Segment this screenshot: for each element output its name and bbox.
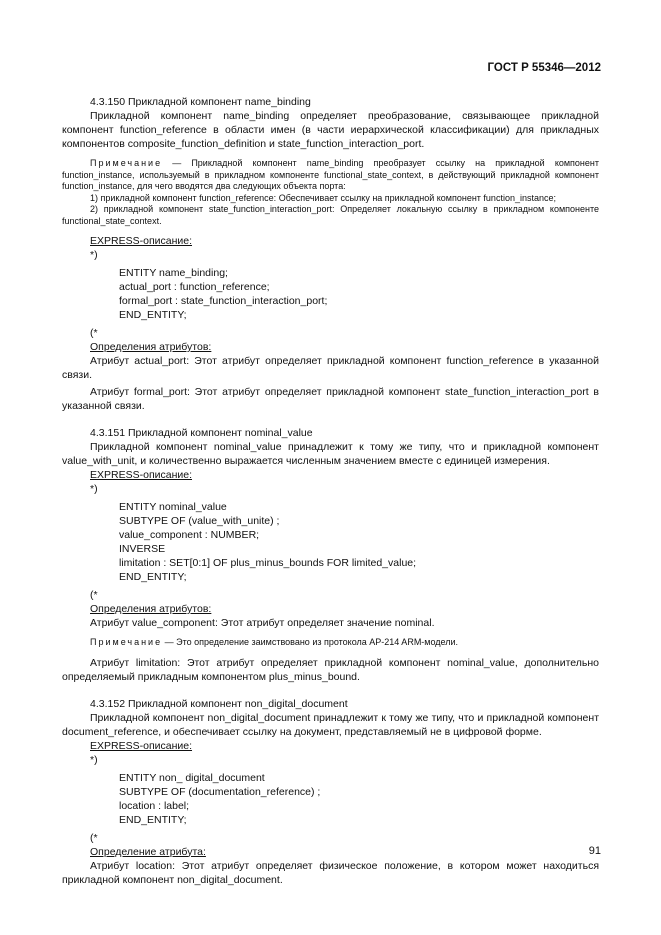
code-line: ENTITY nominal_value: [119, 501, 227, 513]
code-line: ENTITY name_binding;: [119, 267, 228, 279]
section-152-heading: 4.3.152 Прикладной компонент non_digital_document: [90, 697, 348, 710]
express-close: (*: [90, 831, 98, 844]
express-label: EXPRESS-описание:: [90, 469, 193, 481]
code-line: END_ENTITY;: [119, 813, 187, 826]
attribute-location: Атрибут location: Этот атрибут определяет физическое положение, в котором может находиться прикладной компонент non_digital_document.: [62, 859, 599, 886]
attributes-label: Определения атрибутов:: [90, 603, 212, 615]
code-line: SUBTYPE OF (documentation_reference) ;: [119, 785, 321, 798]
express-open: *): [90, 483, 98, 495]
section-150-note: [62, 158, 599, 193]
attribute-formal-port: Атрибут formal_port: Этот атрибут определяет прикладной компонент state_function_interaction_port в указанной связи.: [62, 386, 599, 412]
code-line: formal_port : state_function_interaction_port;: [119, 295, 328, 307]
code-line: actual_port : function_reference;: [119, 281, 270, 293]
section-152-body: Прикладной компонент non_digital_document принадлежит к тому же типу, что и прикладной компонент document_reference, и обеспечивает ссылку на документ, представляемый не в цифровой форме.: [62, 711, 599, 738]
code-line: ENTITY non_ digital_document: [119, 771, 265, 784]
express-close: (*: [90, 327, 98, 339]
note-text: — Это определение заимствовано из протокола AP-214 ARM-модели.: [162, 637, 459, 647]
code-line: location : label;: [119, 799, 190, 812]
page-number: 91: [588, 845, 601, 857]
express-close: (*: [90, 589, 98, 601]
express-label: EXPRESS-описание:: [90, 235, 193, 247]
section-150-heading: 4.3.150 Прикладной компонент name_binding: [90, 96, 311, 108]
attribute-value-component: Атрибут value_component: Этот атрибут определяет значение nominal.: [90, 617, 435, 629]
attribute-limitation: Атрибут limitation: Этот атрибут определяет прикладной компонент nominal_value, дополнительно определяемый прикладным компонентом plus_minus_bound.: [62, 656, 599, 683]
express-open: *): [90, 753, 98, 766]
section-151-heading: 4.3.151 Прикладной компонент nominal_value: [90, 427, 313, 439]
note-label: Примечание: [90, 158, 163, 168]
standard-header: ГОСТ Р 55346—2012: [487, 62, 601, 74]
section-150-body: Прикладной компонент name_binding определяет преобразование, связывающее прикладной компонент function_reference в области имен (в части иерархической классификации) для прикладных компонентов composite_function_definition и state_function_interaction_port.: [62, 110, 599, 150]
attribute-actual-port: Атрибут actual_port: Этот атрибут определяет прикладной компонент function_reference в указанной связи.: [62, 355, 599, 381]
note-label: Примечание: [90, 637, 163, 647]
section-151-body: Прикладной компонент nominal_value принадлежит к тому же типу, что и прикладной компонент value_with_unit, и количественно выражается численным значением вместе с единицей измерения.: [62, 441, 599, 467]
attributes-label: Определения атрибутов:: [90, 341, 212, 353]
section-150-note-item-1: 1) прикладной компонент function_reference: Обеспечивает ссылку на прикладной компонент function_instance;: [90, 192, 556, 203]
section-150-note-item-2: 2) прикладной компонент state_function_interaction_port: Определяет локальную ссылку в прикладном компоненте functional_state_context.: [62, 204, 599, 226]
code-line: limitation : SET[0:1] OF plus_minus_bounds FOR limited_value;: [119, 557, 417, 569]
express-open: *): [90, 249, 98, 261]
code-line: value_component : NUMBER;: [119, 529, 260, 541]
code-line: SUBTYPE OF (value_with_unite) ;: [119, 515, 280, 527]
code-line: END_ENTITY;: [119, 571, 187, 583]
section-151-note: [62, 637, 599, 649]
note-text: — Прикладной компонент name_binding преобразует ссылку на прикладной компонент function_instance, используемый в прикладном компоненте functional_state_context, в действующий прикладной компонент function_instance, для чего вводятся два следующих объекта порта:: [62, 158, 599, 191]
code-line: END_ENTITY;: [119, 309, 187, 321]
code-line: INVERSE: [119, 543, 166, 555]
page-content: [62, 95, 599, 887]
express-label: EXPRESS-описание:: [90, 739, 193, 752]
attributes-label: Определение атрибута:: [90, 845, 206, 858]
